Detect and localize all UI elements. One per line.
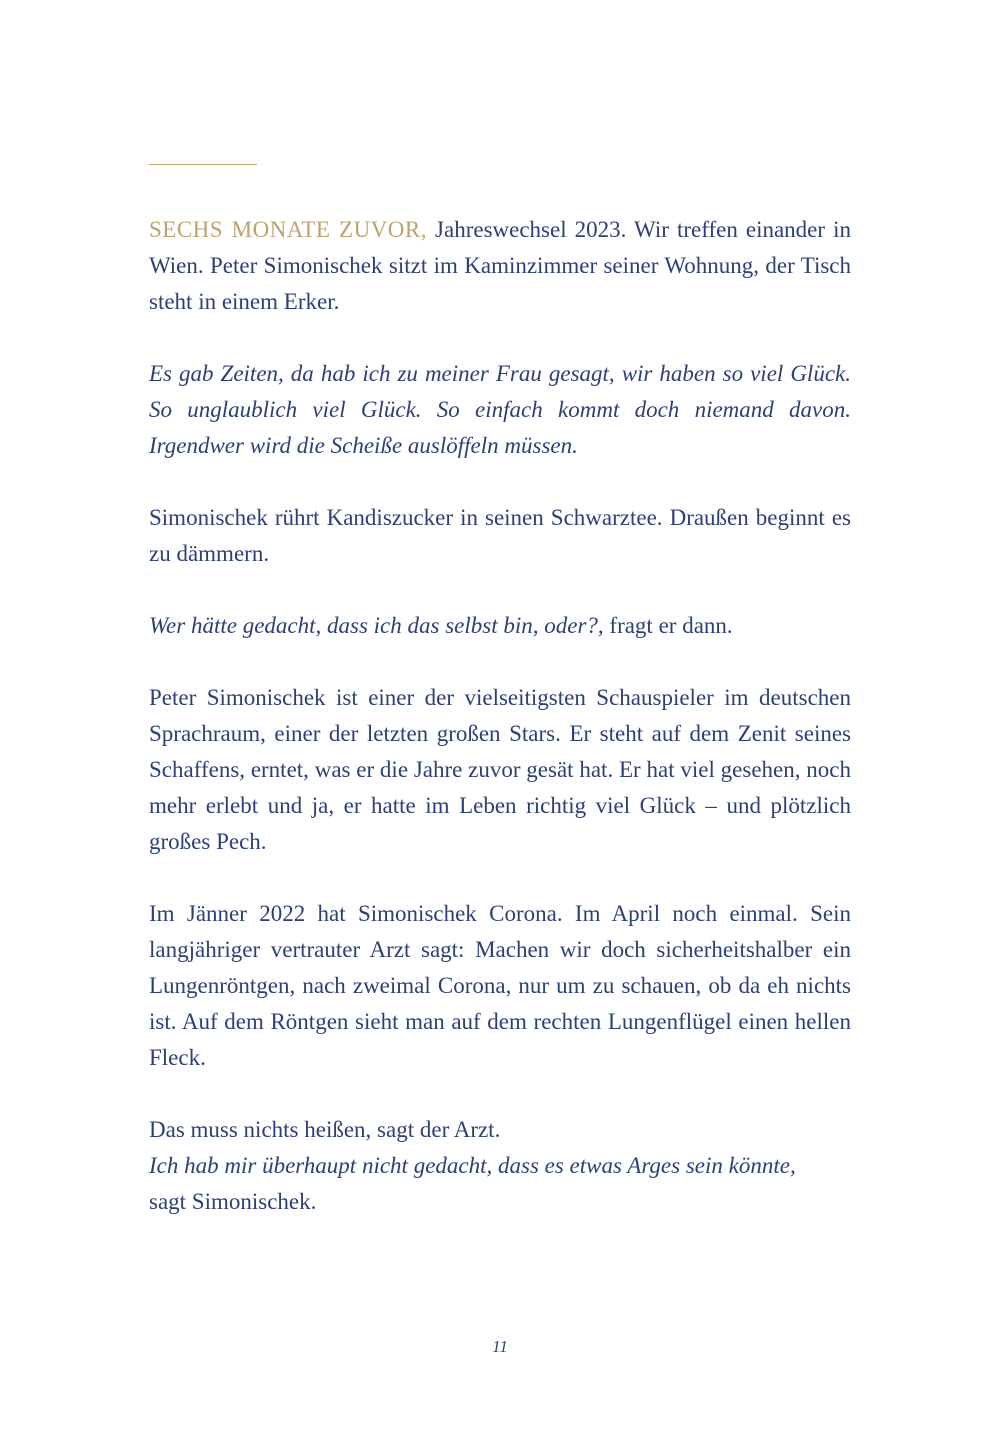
paragraph-intro-text: Jahreswechsel 2023. Wir treffen einander in Wien. Peter Simonischek sitzt im Kaminzimmer seiner Wohnung, der Tisch steht in einem Erker. [149,217,851,314]
quote-glueck [149,356,851,464]
paragraph-career-text: Peter Simonischek ist einer der vielseitigsten Schauspieler im deutschen Sprachraum, einer der letzten großen Stars. Er steht auf dem Zenit seines Schaffens, erntet, was er die Jahre zuvor gesät hat. Er hat viel gesehen, noch mehr erlebt und ja, er hatte im Leben richtig viel Glück – und plötzlich großes Pech. [149,685,851,854]
page-number: 11 [492,1337,508,1356]
paragraph-question [149,608,851,644]
body-text [149,212,851,1220]
simonischek-attribution: sagt Simonischek. [149,1189,317,1214]
paragraph-diagnosis [149,896,851,1076]
doctor-line: Das muss nichts heißen, sagt der Arzt. [149,1117,501,1142]
paragraph-career [149,680,851,860]
question-quote: Wer hätte gedacht, dass ich das selbst bin, oder?, [149,613,604,638]
chapter-lead-in: SECHS MONATE ZUVOR, [149,217,427,242]
paragraph-intro [149,212,851,320]
simonischek-quote: Ich hab mir überhaupt nicht gedacht, dass es etwas Arges sein könnte, [149,1153,796,1178]
decorative-rule [149,164,257,165]
paragraph-tea [149,500,851,572]
quote-glueck-text: Es gab Zeiten, da hab ich zu meiner Frau gesagt, wir haben so viel Glück. So unglaublich viel Glück. So einfach kommt doch niemand davon. Irgendwer wird die Scheiße auslöffeln müssen. [149,361,851,458]
question-attribution: fragt er dann. [603,613,733,638]
paragraph-doctor [149,1112,851,1220]
paragraph-diagnosis-text: Im Jänner 2022 hat Simonischek Corona. Im April noch einmal. Sein langjähriger vertrauter Arzt sagt: Machen wir doch sicherheitshalber ein Lungenröntgen, nach zweimal Corona, nur um zu schauen, ob da eh nichts ist. Auf dem Röntgen sieht man auf dem rechten Lungenflügel einen hellen Fleck. [149,901,851,1070]
paragraph-tea-text: Simonischek rührt Kandiszucker in seinen Schwarztee. Draußen beginnt es zu dämmern. [149,505,851,566]
